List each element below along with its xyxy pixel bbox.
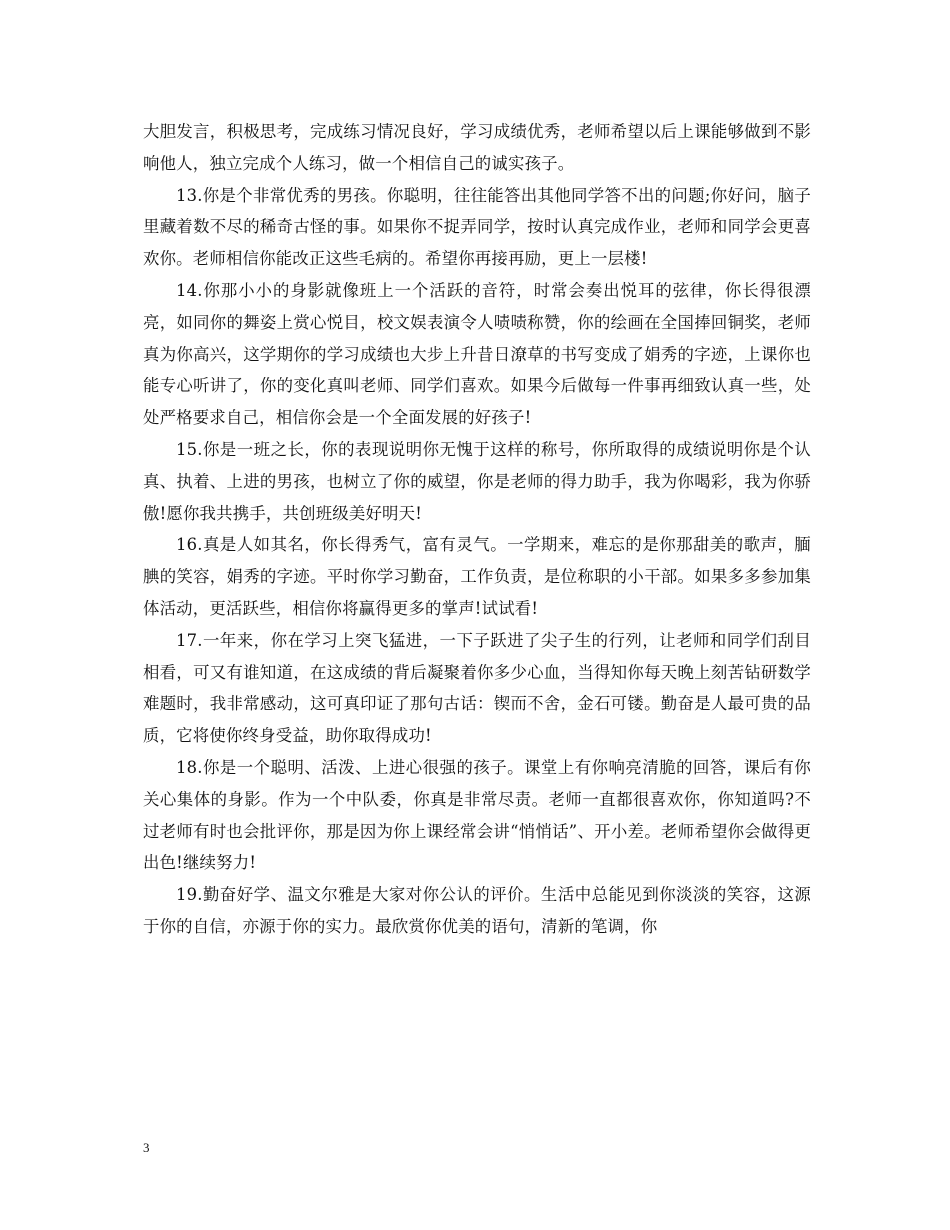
paragraph-comment-18: 18.你是一个聪明、活泼、上进心很强的孩子。课堂上有你响亮清脆的回答，课后有你关心集体的身影。作为一个中队委，你真是非常尽责。老师一直都很喜欢你，你知道吗?不过老师有时也会批评你，那是因为你上课经常会讲“悄悄话”、开小差。老师希望你会做得更出色!继续努力! bbox=[143, 757, 811, 873]
paragraph-comment-14: 14.你那小小的身影就像班上一个活跃的音符，时常会奏出悦耳的弦律，你长得很漂亮，如同你的舞姿上赏心悦目，校文娱表演令人啧啧称赞，你的绘画在全国捧回铜奖，老师真为你高兴，这学期你的学习成绩也大步上升昔日潦草的书写变成了娟秀的字迹，上课你也能专心听讲了，你的变化真叫老师、同学们喜欢。如果今后做每一件事再细致认真一些，处处严格要求自己，相信你会是一个全面发展的好孩子! bbox=[143, 280, 811, 428]
document-body bbox=[143, 116, 811, 943]
paragraph-comment-17: 17.一年来，你在学习上突飞猛进，一下子跃进了尖子生的行列，让老师和同学们刮目相看，可又有谁知道，在这成绩的背后凝聚着你多少心血，当得知你每天晚上刻苦钻研数学难题时，我非常感动，这可真印证了那句古话：锲而不舍，金石可镂。勤奋是人最可贵的品质，它将使你终身受益，助你取得成功! bbox=[143, 630, 811, 746]
paragraph-comment-16: 16.真是人如其名，你长得秀气，富有灵气。一学期来，难忘的是你那甜美的歌声，腼腆的笑容，娟秀的字迹。平时你学习勤奋，工作负责，是位称职的小干部。如果多多参加集体活动，更活跃些，相信你将赢得更多的掌声!试试看! bbox=[143, 535, 811, 618]
page-number: 3 bbox=[143, 1140, 150, 1155]
paragraph-comment-13: 13.你是个非常优秀的男孩。你聪明，往往能答出其他同学答不出的问题;你好问，脑子里藏着数不尽的稀奇古怪的事。如果你不捉弄同学，按时认真完成作业，老师和同学会更喜欢你。老师相信你能改正这些毛病的。希望你再接再励，更上一层楼! bbox=[143, 185, 811, 269]
paragraph-comment-15: 15.你是一班之长，你的表现说明你无愧于这样的称号，你所取得的成绩说明你是个认真、执着、上进的男孩，也树立了你的威望，你是老师的得力助手，我为你喝彩，我为你骄傲!愿你我共携手，共创班级美好明天! bbox=[143, 439, 811, 523]
paragraph-comment-19: 19.勤奋好学、温文尔雅是大家对你公认的评价。生活中总能见到你淡淡的笑容，这源于你的自信，亦源于你的实力。最欣赏你优美的语句，清新的笔调，你 bbox=[143, 885, 811, 936]
paragraph-continuation: 大胆发言，积极思考，完成练习情况良好，学习成绩优秀，老师希望以后上课能够做到不影响他人，独立完成个人练习，做一个相信自己的诚实孩子。 bbox=[143, 122, 811, 173]
